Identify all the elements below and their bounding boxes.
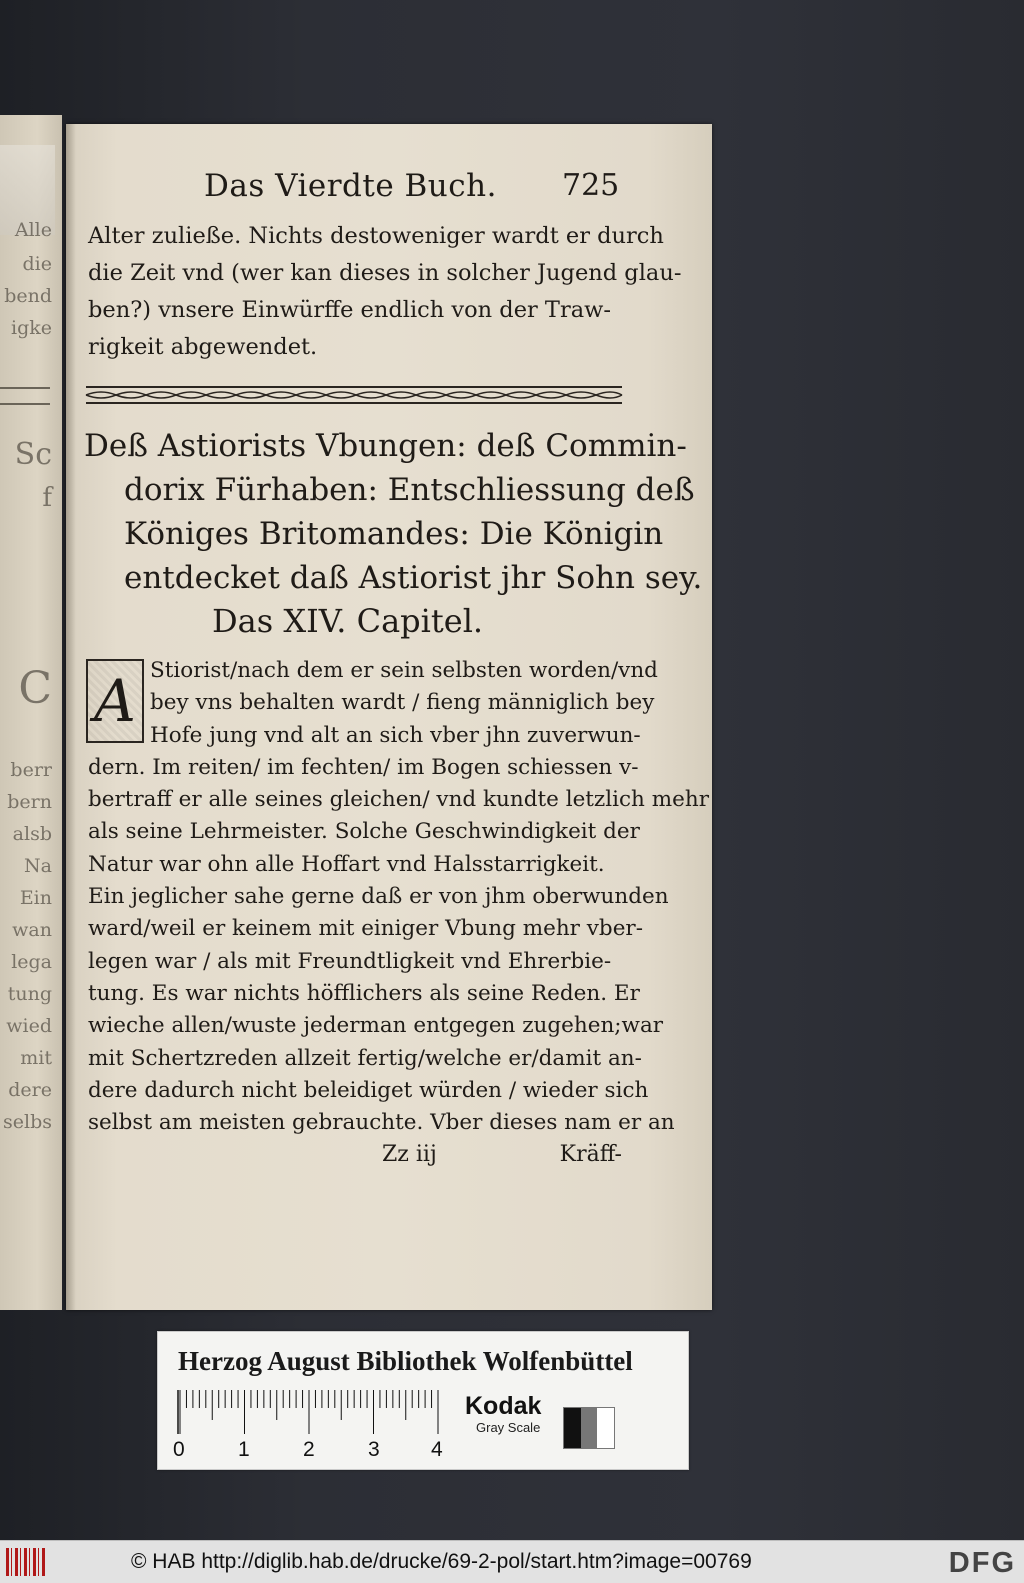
text-line: Hofe jung vnd alt an sich vber jhn zuverwun- (150, 722, 641, 748)
left-page-fragment: tung (7, 983, 52, 1005)
text-line: legen war / als mit Freundtligkeit vnd Ehrerbie- (88, 948, 612, 974)
ruler-number: 2 (303, 1438, 315, 1461)
left-page-fragment: alsb (12, 823, 52, 845)
left-page-fragment: lega (11, 951, 52, 973)
book-page (66, 124, 712, 1310)
running-head: Das Vierdte Buch. (204, 168, 497, 204)
summary-line: Deß Astiorists Vbungen: deß Commin- (84, 428, 687, 464)
left-page-fragment: bern (7, 791, 52, 813)
gray-patch-mid (581, 1408, 598, 1448)
text-line: Ein jeglicher sahe gerne daß er von jhm oberwunden (88, 884, 669, 910)
left-page-fragment: wied (6, 1015, 52, 1037)
text-line: als seine Lehrmeister. Solche Geschwindigkeit der (88, 819, 640, 845)
left-page-fragment: igke (11, 317, 52, 339)
dfg-logo: DFG (948, 1547, 1016, 1579)
body-paragraph (88, 655, 709, 1139)
catchword: Kräff- (559, 1142, 622, 1167)
left-page-fragment: Alle (14, 219, 52, 241)
signature-mark: Zz iij (382, 1142, 437, 1167)
left-page-fragment: C (18, 663, 52, 714)
library-name: Herzog August Bibliothek Wolfenbüttel (178, 1346, 633, 1376)
text-line: wieche allen/wuste jederman entgegen zugehen;war (88, 1013, 664, 1039)
barcode-icon (6, 1548, 46, 1576)
text-line: rigkeit abgewendet. (88, 334, 318, 360)
ruler-number: 3 (368, 1438, 380, 1461)
text-line: tung. Es war nichts höfflichers als seine Reden. Er (88, 980, 640, 1006)
footer-bar (0, 1540, 1024, 1583)
left-page-fragment: dere (8, 1079, 52, 1101)
left-facing-page (0, 115, 62, 1310)
left-page-fragment: berr (10, 759, 52, 781)
ornament-rule (86, 384, 622, 406)
text-line: ward/weil er keinem mit einiger Vbung mehr vber- (88, 916, 643, 942)
text-line: die Zeit vnd (wer kan dieses in solcher Jugend glau- (88, 260, 682, 286)
catchline (86, 1142, 622, 1176)
left-page-fragment: wan (12, 919, 52, 941)
kodak-brand: Kodak (465, 1392, 542, 1420)
ruler-number: 0 (173, 1438, 185, 1461)
summary-line: dorix Fürhaben: Entschliessung deß (124, 472, 695, 508)
gray-scale-patches (563, 1407, 615, 1449)
summary-line: entdecket daß Astiorist jhr Sohn sey. (124, 560, 703, 596)
footer-attribution[interactable]: © HAB http://diglib.hab.de/drucke/69-2-pol/start.htm?image=00769 (131, 1550, 752, 1573)
text-line: Stiorist/nach dem er sein selbsten worden/vnd (150, 658, 658, 683)
left-page-fragment: mit (20, 1047, 52, 1069)
text-line: mit Schertzreden allzeit fertig/welche er/damit an- (88, 1045, 642, 1071)
left-page-ornament-rule (0, 387, 50, 405)
text-line: ben?) vnsere Einwürffe endlich von der Traw- (88, 297, 611, 323)
text-line: Alter zuließe. Nichts destoweniger wardt er durch (88, 223, 664, 249)
gray-patch-black (564, 1408, 581, 1448)
ruler-number: 1 (238, 1438, 250, 1461)
text-line: selbst am meisten gebrauchte. Vber dieses nam er an (88, 1110, 675, 1136)
chapter-title: Das XIV. Capitel. (212, 602, 484, 640)
text-line: Natur war ohn alle Hoffart vnd Halsstarrigkeit. (88, 851, 605, 877)
left-page-fragment: f (42, 483, 52, 513)
left-page-fragment: Sc (14, 437, 52, 472)
chapter-summary (84, 424, 703, 600)
ruler-number: 4 (431, 1438, 443, 1461)
page-number: 725 (562, 168, 620, 203)
intro-paragraph (88, 218, 682, 366)
gray-patch-white (597, 1408, 614, 1448)
text-line: bey vns behalten wardt / fieng männiglich bey (150, 690, 655, 716)
left-page-fragment: Na (24, 855, 52, 877)
left-page-fragment: die (22, 253, 52, 275)
text-line: dere dadurch nicht beleidiget würden / wieder sich (88, 1077, 649, 1103)
left-page-fragment: bend (4, 285, 52, 307)
measurement-ruler (178, 1390, 440, 1434)
grayscale-label: Gray Scale (476, 1420, 541, 1435)
page-gutter-shadow (66, 124, 76, 1310)
decorated-initial: A (86, 659, 144, 743)
left-page-fragment: Ein (19, 887, 52, 909)
color-target-card (157, 1331, 689, 1470)
text-line: bertraff er alle seines gleichen/ vnd kundte letzlich mehr (88, 787, 709, 813)
text-line: dern. Im reiten/ im fechten/ im Bogen schiessen v- (88, 754, 639, 780)
left-page-fragment: selbs (3, 1111, 52, 1133)
summary-line: Königes Britomandes: Die Königin (124, 516, 664, 552)
